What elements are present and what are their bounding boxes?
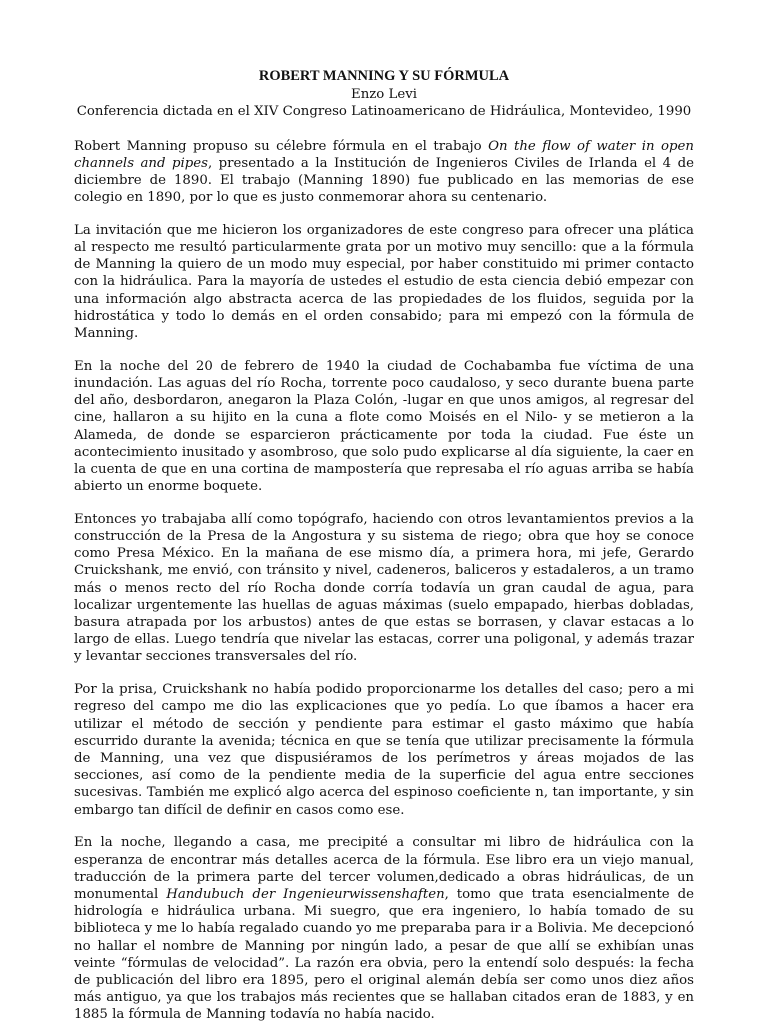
paragraph-1: [74, 138, 694, 207]
paragraph-1-text-b: , presentado a la Institución de Ingenieros Civiles de Irlanda el 4 de diciembre de 1890. El trabajo (Manning 1890) fue publicado en las memorias de ese colegio en 1890, por lo que es justo conmemorar ahora su centenario.: [74, 155, 694, 206]
paragraph-6-text-b: , tomo que trata esencialmente de hidrología e hidráulica urbana. Mi suegro, que era ingeniero, lo había tomado de su biblioteca y me lo había regalado cuando yo me preparaba para ir a Bolivia. Me decepcionó no hallar el nombre de Manning por ningún lado, a pesar de que allí se exhibían unas veinte “fórmulas de velocidad”. La razón era obvia, pero la entendí solo después: la fecha de publicación del libro era 1895, pero el original alemán debía ser como unos diez años más antiguo, ya que los trabajos más recientes que se hallaban citados eran de 1883, y en 1885 la fórmula de Manning todavía no había nacido.: [74, 886, 694, 1023]
paragraph-4: Entonces yo trabajaba allí como topógrafo, haciendo con otros levantamientos previos a la construcción de la Presa de la Angostura y su sistema de riego; obra que hoy se conoce como Presa México. En la mañana de ese mismo día, a primera hora, mi jefe, Gerardo Cruickshank, me envió, con tránsito y nivel, cadeneros, baliceros y estadaleros, a un tramo más o menos recto del río Rocha donde corría todavía un gran caudal de agua, para localizar urgentemente las huellas de aguas máximas (suelo empapado, hierbas dobladas, basura atrapada por los arbustos) antes de que estas se borrasen, y clavar estacas a lo largo de ellas. Luego tendría que nivelar las estacas, correr una poligonal, y además trazar y levantar secciones transversales del río.: [74, 511, 694, 665]
document-header: [74, 68, 694, 121]
paragraph-6: [74, 834, 694, 1023]
document-subtitle: Conferencia dictada en el XIV Congreso Latinoamericano de Hidráulica, Montevideo, 1990: [76, 104, 692, 119]
paragraph-5: Por la prisa, Cruickshank no había podido proporcionarme los detalles del caso; pero a mi regreso del campo me dio las explicaciones que yo pedía. Lo que íbamos a hacer era utilizar el método de sección y pendiente para estimar el gasto máximo que había escurrido durante la avenida; técnica en que se tenía que utilizar precisamente la fórmula de Manning, una vez que dispusiéramos de los perímetros y áreas mojados de las secciones, así como de la pendiente media de la superficie del agua entre secciones sucesivas. También me explicó algo acerca del espinoso coeficiente n, tan importante, y sin embargo tan difícil de definir en casos como ese.: [74, 682, 694, 818]
paragraph-6-italic-title: Handubuch der Ingenieurwissenshaften: [166, 886, 445, 902]
paragraph-1-text-a: Robert Manning propuso su célebre fórmula en el trabajo: [74, 138, 489, 154]
document-title: ROBERT MANNING Y SU FÓRMULA: [258, 68, 510, 84]
document-author: Enzo Levi: [351, 86, 417, 102]
paragraph-1-italic-title: On the flow of water in open channels and pipes: [74, 138, 694, 171]
paragraph-2: La invitación que me hicieron los organizadores de este congreso para ofrecer una plática al respecto me resultó particularmente grata por un motivo muy sencillo: que a la fórmula de Manning la quiero de un modo muy especial, por haber constituido mi primer contacto con la hidráulica. Para la mayoría de ustedes el estudio de esta ciencia debió empezar con una información algo abstracta acerca de las propiedades de los fluidos, seguida por la hidrostática y todo lo demás en el orden consabido; para mi empezó con la fórmula de Manning.: [74, 222, 694, 342]
paragraph-3: En la noche del 20 de febrero de 1940 la ciudad de Cochabamba fue víctima de una inundación. Las aguas del río Rocha, torrente poco caudaloso, y seco durante buena parte del año, desbordaron, anegaron la Plaza Colón, -lugar en que unos amigos, al regresar del cine, hallaron a su hijito en la cuna a flote como Moisés en el Nilo- y se metieron a la Alameda, de donde se esparcieron prácticamente por toda la ciudad. Fue éste un acontecimiento inusitado y asombroso, que solo pudo explicarse al día siguiente, la caer en la cuenta de que en una cortina de mampostería que represaba el río aguas arriba se había abierto un enorme boquete.: [74, 358, 694, 495]
paragraph-6-text-a: En la noche, llegando a casa, me precipité a consultar mi libro de hidráulica con la esperanza de encontrar más detalles acerca de la fórmula. Ese libro era un viejo manual, traducción de la primera parte del tercer volumen,dedicado a obras hidráulicas, de un monumental: [74, 835, 694, 902]
